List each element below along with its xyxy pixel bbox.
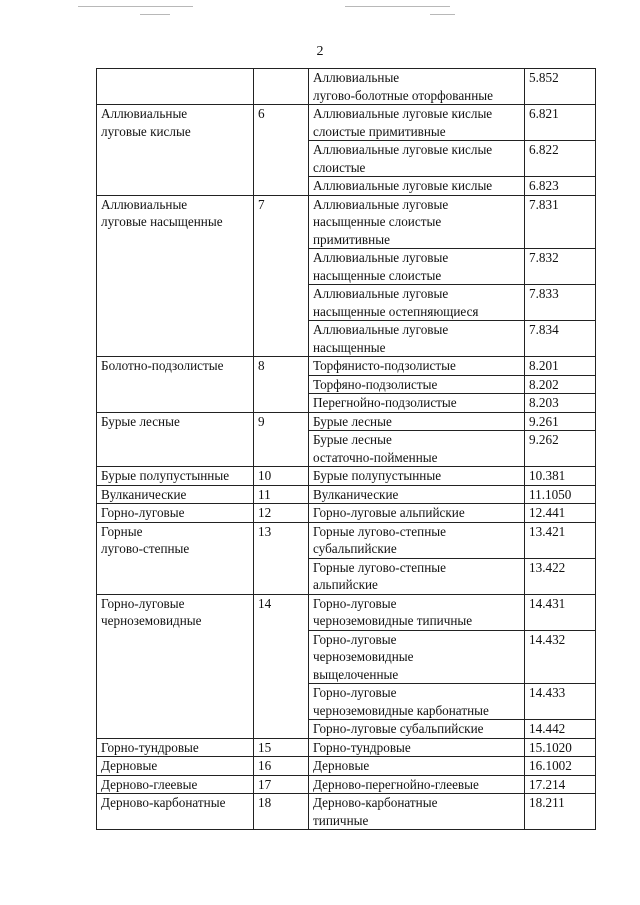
soil-type-number: 14: [254, 594, 309, 630]
soil-type-name-continued: [97, 177, 254, 196]
table-row: [97, 720, 596, 739]
subtype-code: 14.432: [525, 630, 596, 684]
soil-type-number-continued: [254, 177, 309, 196]
subtype-name: Горно-луговые черноземовидные типичные: [309, 594, 525, 630]
subtype-name: Бурые полупустынные: [309, 467, 525, 486]
soil-type-name: Аллювиальные луговые насыщенные: [97, 195, 254, 249]
soil-type-number-continued: [254, 431, 309, 467]
scan-artifact: [140, 14, 170, 15]
subtype-code: 12.441: [525, 504, 596, 523]
soil-type-name-continued: [97, 285, 254, 321]
subtype-code: 5.852: [525, 69, 596, 105]
soil-type-name: Горно-тундровые: [97, 738, 254, 757]
soil-type-name: Дерновые: [97, 757, 254, 776]
soil-type-number: 17: [254, 775, 309, 794]
page-number: 2: [316, 44, 324, 59]
table-row: [97, 249, 596, 285]
subtype-code: 14.433: [525, 684, 596, 720]
subtype-name: Аллювиальные луговые насыщенные: [309, 321, 525, 357]
soil-type-number: 15: [254, 738, 309, 757]
subtype-code: 11.1050: [525, 485, 596, 504]
subtype-code: 10.381: [525, 467, 596, 486]
soil-type-number: 6: [254, 105, 309, 141]
subtype-name: Торфянисто-подзолистые: [309, 357, 525, 376]
subtype-code: 6.822: [525, 141, 596, 177]
subtype-name: Горные лугово-степные альпийские: [309, 558, 525, 594]
subtype-name: Бурые лесные: [309, 412, 525, 431]
table-row: [97, 105, 596, 141]
subtype-code: 7.834: [525, 321, 596, 357]
subtype-code: 9.261: [525, 412, 596, 431]
table-body: [97, 69, 596, 830]
subtype-name: Аллювиальные луговые кислые слоистые примитивные: [309, 105, 525, 141]
table-row: [97, 177, 596, 196]
soil-type-number: 9: [254, 412, 309, 431]
soil-type-number: 13: [254, 522, 309, 558]
soil-type-number-continued: [254, 720, 309, 739]
table-row: [97, 558, 596, 594]
table-row: [97, 467, 596, 486]
soil-classification-table: [96, 68, 596, 830]
soil-type-name-continued: [97, 394, 254, 413]
subtype-name: Горно-луговые альпийские: [309, 504, 525, 523]
subtype-name: Аллювиальные луговые насыщенные слоистые примитивные: [309, 195, 525, 249]
scan-artifact: [430, 14, 455, 15]
subtype-code: 13.422: [525, 558, 596, 594]
subtype-code: 7.831: [525, 195, 596, 249]
soil-type-number-continued: [254, 141, 309, 177]
subtype-code: 14.431: [525, 594, 596, 630]
soil-type-name: Дерново-глеевые: [97, 775, 254, 794]
soil-type-name-continued: [97, 684, 254, 720]
table-row: [97, 195, 596, 249]
subtype-code: 18.211: [525, 794, 596, 830]
soil-type-number-continued: [254, 558, 309, 594]
table-row: [97, 431, 596, 467]
table-row: [97, 757, 596, 776]
table-row: [97, 522, 596, 558]
subtype-name: Аллювиальные луговые кислые слоистые: [309, 141, 525, 177]
subtype-code: 6.821: [525, 105, 596, 141]
subtype-name: Дерново-перегнойно-глеевые: [309, 775, 525, 794]
soil-type-number-continued: [254, 375, 309, 394]
table-row: [97, 630, 596, 684]
soil-type-number: 11: [254, 485, 309, 504]
soil-type-number-continued: [254, 321, 309, 357]
soil-type-number-continued: [254, 684, 309, 720]
subtype-code: 17.214: [525, 775, 596, 794]
soil-type-number: [254, 69, 309, 105]
soil-type-number: 18: [254, 794, 309, 830]
soil-type-number: 10: [254, 467, 309, 486]
subtype-name: Горно-луговые черноземовидные выщелоченные: [309, 630, 525, 684]
subtype-name: Дерновые: [309, 757, 525, 776]
soil-type-name: Горно-луговые: [97, 504, 254, 523]
subtype-code: 8.201: [525, 357, 596, 376]
soil-type-name: Дерново-карбонатные: [97, 794, 254, 830]
soil-type-name: Бурые полупустынные: [97, 467, 254, 486]
soil-type-name: Бурые лесные: [97, 412, 254, 431]
table-row: [97, 412, 596, 431]
soil-type-number: 7: [254, 195, 309, 249]
soil-type-name-continued: [97, 558, 254, 594]
subtype-name: Аллювиальные луговые кислые: [309, 177, 525, 196]
subtype-name: Горно-луговые субальпийские: [309, 720, 525, 739]
scan-artifact: [78, 6, 193, 7]
table-row: [97, 394, 596, 413]
scan-artifact: [345, 6, 450, 7]
table-row: [97, 684, 596, 720]
soil-type-name-continued: [97, 720, 254, 739]
subtype-name: Горно-тундровые: [309, 738, 525, 757]
soil-type-name-continued: [97, 321, 254, 357]
subtype-code: 14.442: [525, 720, 596, 739]
table-row: [97, 738, 596, 757]
table-row: [97, 504, 596, 523]
soil-type-number-continued: [254, 285, 309, 321]
subtype-name: Бурые лесные остаточно-пойменные: [309, 431, 525, 467]
soil-type-number-continued: [254, 630, 309, 684]
soil-type-name: Болотно-подзолистые: [97, 357, 254, 376]
subtype-code: 16.1002: [525, 757, 596, 776]
soil-type-number: 16: [254, 757, 309, 776]
table-row: [97, 775, 596, 794]
subtype-name: Аллювиальные луговые насыщенные остепняющиеся: [309, 285, 525, 321]
subtype-code: 6.823: [525, 177, 596, 196]
subtype-name: Аллювиальные луговые насыщенные слоистые: [309, 249, 525, 285]
soil-type-name: Аллювиальные луговые кислые: [97, 105, 254, 141]
subtype-code: 8.203: [525, 394, 596, 413]
table-row: [97, 321, 596, 357]
soil-type-name-continued: [97, 141, 254, 177]
subtype-name: Перегнойно-подзолистые: [309, 394, 525, 413]
subtype-code: 7.832: [525, 249, 596, 285]
soil-type-name: Горные лугово-степные: [97, 522, 254, 558]
table-row: [97, 794, 596, 830]
table-row: [97, 141, 596, 177]
soil-type-name-continued: [97, 249, 254, 285]
subtype-name: Аллювиальные лугово-болотные оторфованные: [309, 69, 525, 105]
soil-type-number-continued: [254, 394, 309, 413]
soil-type-name-continued: [97, 431, 254, 467]
table-row: [97, 375, 596, 394]
soil-type-number: 12: [254, 504, 309, 523]
soil-type-name: Вулканические: [97, 485, 254, 504]
table-row: [97, 69, 596, 105]
subtype-code: 9.262: [525, 431, 596, 467]
table-row: [97, 485, 596, 504]
subtype-name: Горные лугово-степные субальпийские: [309, 522, 525, 558]
subtype-code: 7.833: [525, 285, 596, 321]
subtype-name: Торфяно-подзолистые: [309, 375, 525, 394]
table-row: [97, 357, 596, 376]
subtype-name: Вулканические: [309, 485, 525, 504]
subtype-code: 15.1020: [525, 738, 596, 757]
table-row: [97, 594, 596, 630]
subtype-code: 13.421: [525, 522, 596, 558]
soil-type-number-continued: [254, 249, 309, 285]
soil-type-name-continued: [97, 630, 254, 684]
soil-type-name: [97, 69, 254, 105]
subtype-name: Горно-луговые черноземовидные карбонатные: [309, 684, 525, 720]
subtype-name: Дерново-карбонатные типичные: [309, 794, 525, 830]
subtype-code: 8.202: [525, 375, 596, 394]
soil-type-name-continued: [97, 375, 254, 394]
soil-type-name: Горно-луговые черноземовидные: [97, 594, 254, 630]
soil-type-number: 8: [254, 357, 309, 376]
table-row: [97, 285, 596, 321]
